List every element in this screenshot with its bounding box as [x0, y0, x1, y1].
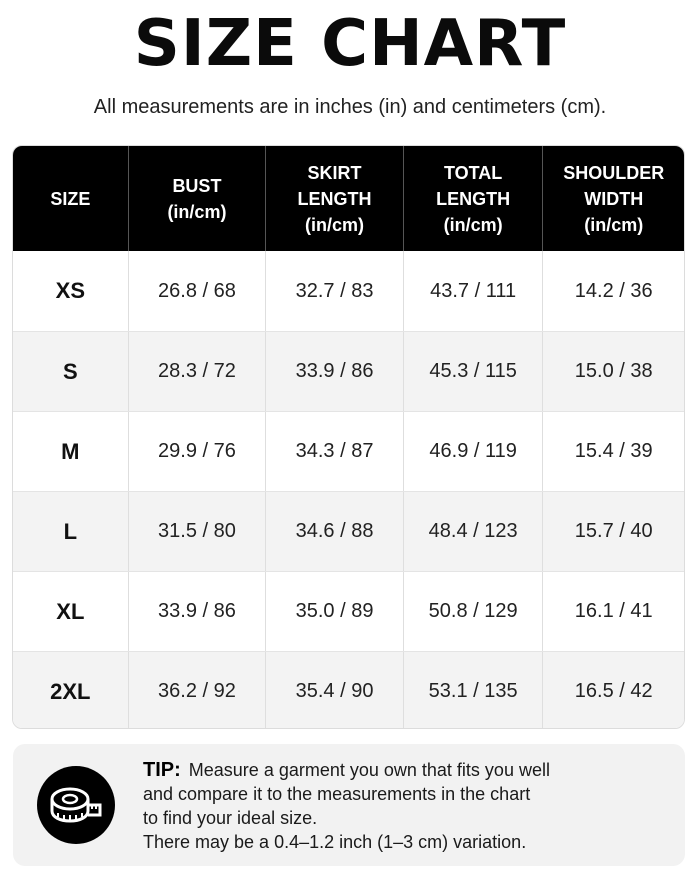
skirt-length-cell: 32.7 / 83 [266, 251, 404, 331]
bust-cell: 31.5 / 80 [129, 492, 267, 571]
page-subtitle: All measurements are in inches (in) and centimeters (cm). [93, 96, 607, 118]
header-skirt-length: SKIRT LENGTH (in/cm) [266, 146, 404, 251]
shoulder-width-cell: 15.4 / 39 [574, 440, 653, 462]
table-header [13, 146, 684, 251]
bust-cell: 33.9 / 86 [129, 572, 267, 651]
size-cell: S [13, 332, 129, 411]
total-length-cell: 48.4 / 123 [404, 492, 544, 571]
header-total-length: TOTAL LENGTH (in/cm) [404, 146, 544, 251]
size-cell: 2XL [13, 652, 129, 729]
tip-box [13, 744, 685, 866]
tip-line: There may be a 0.4–1.2 inch (1–3 cm) variation. [143, 832, 527, 852]
skirt-length-cell: 35.4 / 90 [266, 652, 404, 729]
table-row [13, 491, 684, 571]
table-row [13, 411, 684, 491]
table-row [13, 251, 684, 331]
size-cell: M [13, 412, 129, 491]
size-cell: L [13, 492, 129, 571]
shoulder-width-cell: 15.0 / 38 [574, 360, 653, 382]
skirt-length-cell: 34.3 / 87 [266, 412, 404, 491]
total-length-cell: 53.1 / 135 [404, 652, 544, 729]
shoulder-width-cell: 16.1 / 41 [574, 600, 653, 622]
size-cell: XL [13, 572, 129, 651]
table-row [13, 571, 684, 651]
bust-cell: 28.3 / 72 [129, 332, 267, 411]
bust-cell: 26.8 / 68 [129, 251, 267, 331]
tip-line: and compare it to the measurements in the chart [143, 784, 531, 804]
header-bust: BUST (in/cm) [129, 146, 267, 251]
header-size: SIZE [13, 146, 129, 251]
size-cell: XS [13, 251, 129, 331]
total-length-cell: 43.7 / 111 [404, 251, 544, 331]
tip-label: TIP: [143, 759, 181, 781]
table-row [13, 651, 684, 729]
tip-text [143, 758, 673, 854]
skirt-length-cell: 33.9 / 86 [266, 332, 404, 411]
header-shoulder-width: SHOULDER WIDTH (in/cm) [563, 162, 665, 235]
shoulder-width-cell: 14.2 / 36 [574, 279, 653, 302]
measuring-tape-icon [37, 766, 115, 844]
skirt-length-cell: 35.0 / 89 [266, 572, 404, 651]
tip-line: TIP: Measure a garment you own that fits you well [143, 759, 550, 781]
shoulder-width-cell: 15.7 / 40 [574, 520, 653, 542]
tip-line: to find your ideal size. [143, 808, 318, 828]
bust-cell: 29.9 / 76 [129, 412, 267, 491]
total-length-cell: 45.3 / 115 [404, 332, 544, 411]
page-title: SIZE CHART [133, 7, 567, 81]
total-length-cell: 46.9 / 119 [404, 412, 544, 491]
size-table [12, 145, 685, 729]
shoulder-width-cell: 16.5 / 42 [574, 680, 653, 702]
total-length-cell: 50.8 / 129 [404, 572, 544, 651]
bust-cell: 36.2 / 92 [129, 652, 267, 729]
table-row [13, 331, 684, 411]
skirt-length-cell: 34.6 / 88 [266, 492, 404, 571]
